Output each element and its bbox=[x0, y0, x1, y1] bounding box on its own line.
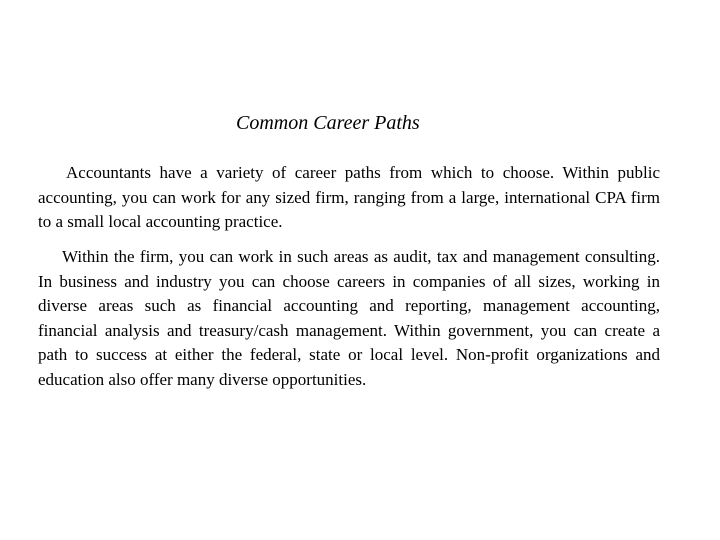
slide-title: Common Career Paths bbox=[236, 112, 420, 134]
paragraph-career-areas: Within the firm, you can work in such areas as audit, tax and management consulting. In business and industry you can choose careers in companies of all sizes, working in diverse areas such as financial accounting and reporting, management accounting, financial analysis and treasury/cash management. Within government, you can create a path to success at either the federal, state or local level. Non-profit organizations and education also offer many diverse opportunities. bbox=[38, 247, 660, 389]
paragraph-career-paths-intro: Accountants have a variety of career paths from which to choose. Within public accounting, you can work for any sized firm, ranging from a large, international CPA firm to a small local accounting practice. bbox=[38, 163, 660, 231]
